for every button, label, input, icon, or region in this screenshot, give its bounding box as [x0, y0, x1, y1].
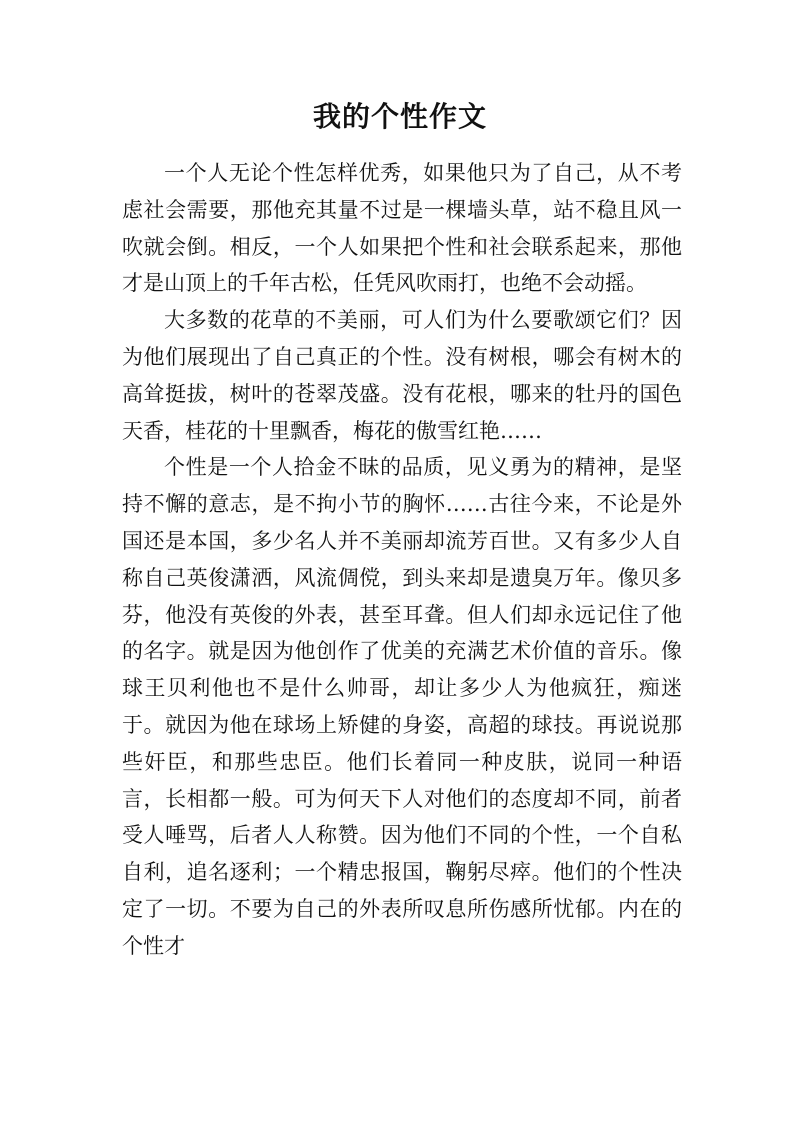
paragraph-1: 一个人无论个性怎样优秀，如果他只为了自己，从不考虑社会需要，那他充其量不过是一棵墙头草，站不稳且风一吹就会倒。相反，一个人如果把个性和社会联系起来，那他才是山顶上的千年古松，任凭风吹雨打，也绝不会动摇。	[122, 161, 682, 296]
paragraph-2: 大多数的花草的不美丽，可人们为什么要歌颂它们？因为他们展现出了自己真正的个性。没有树根，哪会有树木的高耸挺拔，树叶的苍翠茂盛。没有花根，哪来的牡丹的国色天香，桂花的十里飘香，梅花的傲雪红艳……	[122, 308, 682, 443]
article-body	[122, 155, 682, 965]
page-title: 我的个性作文	[312, 100, 487, 133]
paragraph-3: 个性是一个人拾金不昧的品质，见义勇为的精神，是坚持不懈的意志，是不拘小节的胸怀……古往今来，不论是外国还是本国，多少名人并不美丽却流芳百世。又有多少人自称自己英俊潇洒，风流倜傥，到头来却是遗臭万年。像贝多芬，他没有英俊的外表，甚至耳聋。但人们却永远记住了他的名字。就是因为他创作了优美的充满艺术价值的音乐。像球王贝利他也不是什么帅哥，却让多少人为他疯狂，痴迷于。就因为他在球场上矫健的身姿，高超的球技。再说说那些奸臣，和那些忠臣。他们长着同一种皮肤，说同一种语言，长相都一般。可为何天下人对他们的态度却不同，前者受人唾骂，后者人人称赞。因为他们不同的个性，一个自私自利，追名逐利；一个精忠报国，鞠躬尽瘁。他们的个性决定了一切。不要为自己的外表所叹息所伤感所忧郁。内在的个性才	[122, 455, 682, 958]
